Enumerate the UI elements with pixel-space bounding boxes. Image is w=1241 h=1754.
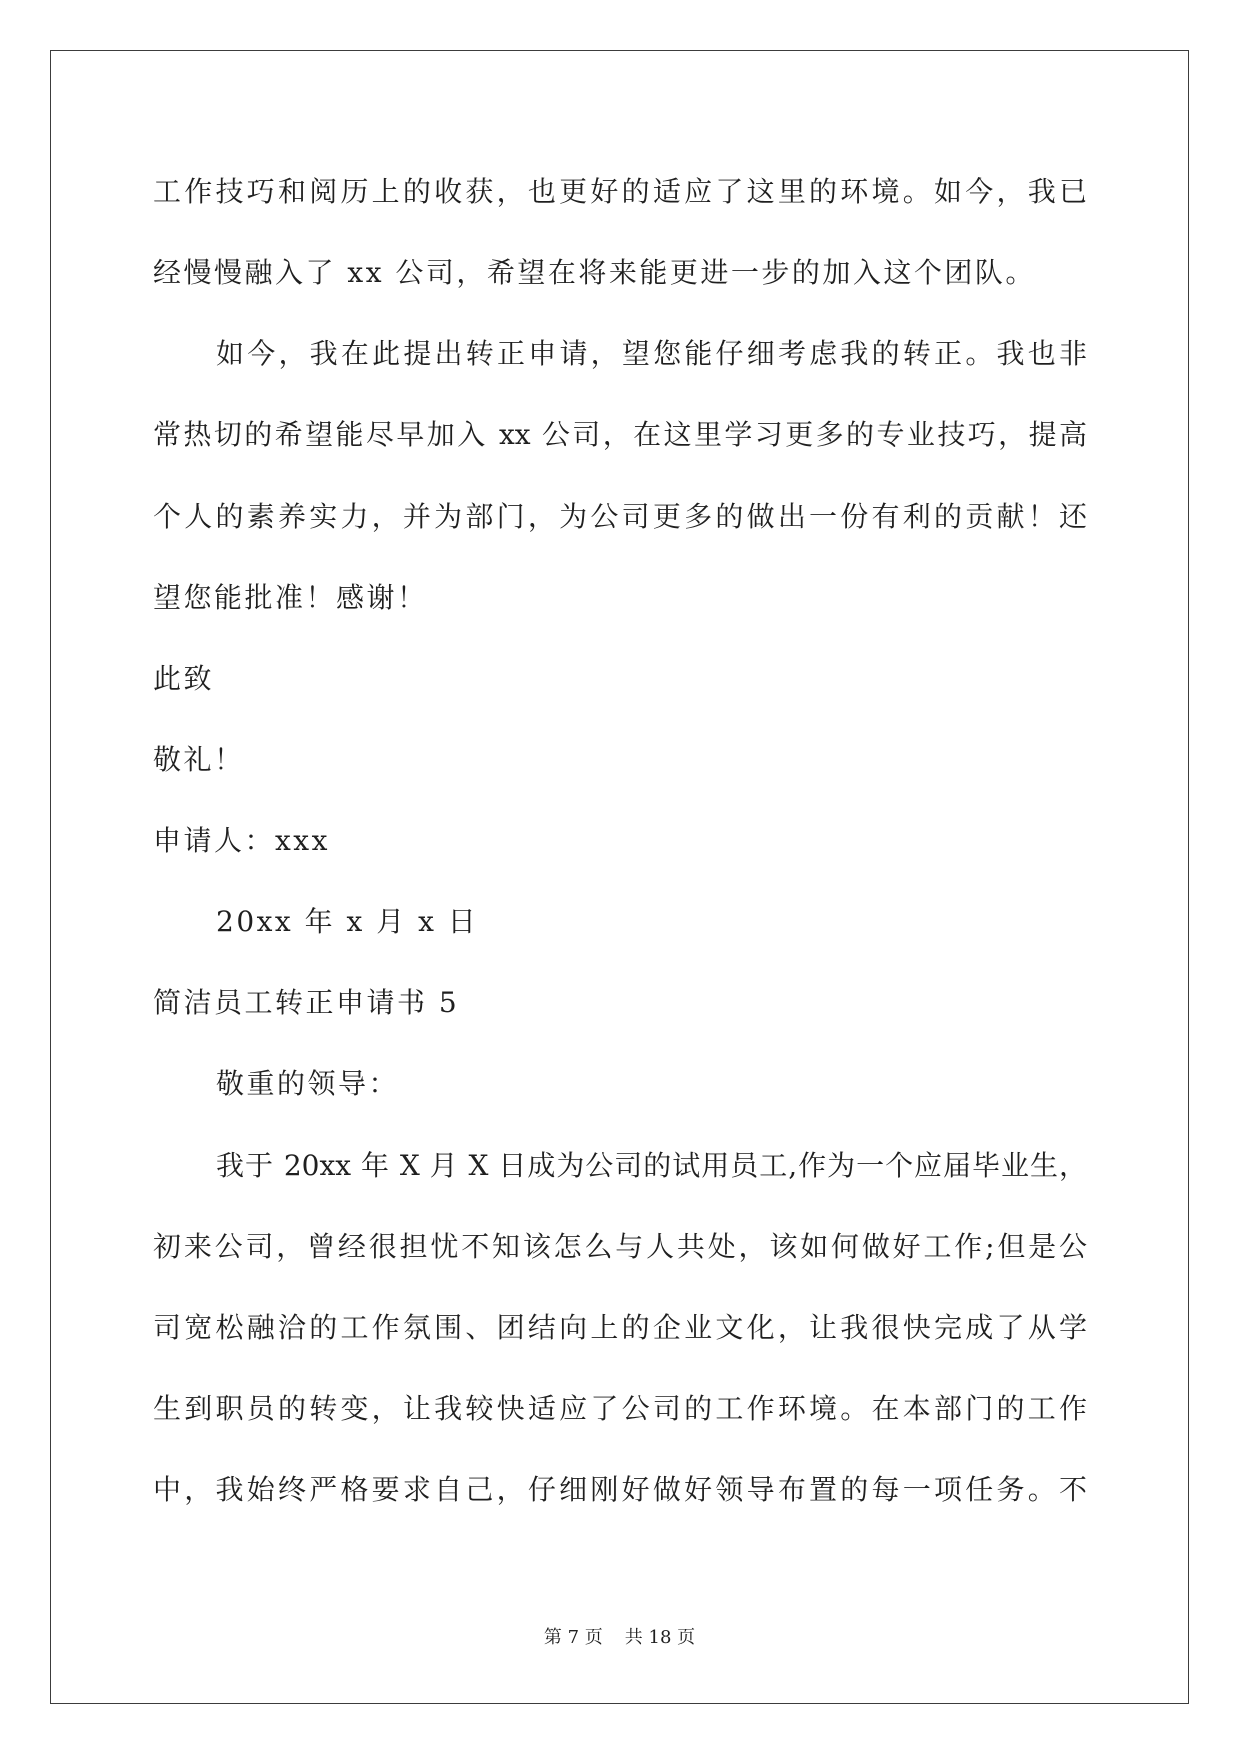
request-paragraph bbox=[153, 313, 1087, 638]
section-title: 简洁员工转正申请书 5 bbox=[153, 986, 460, 1020]
text-line: 生到职员的转变，让我较快适应了公司的工作环境。在本部门的工作 bbox=[153, 1391, 1087, 1425]
text-line: 司宽松融洽的工作氛围、团结向上的企业文化，让我很快完成了从学 bbox=[153, 1310, 1087, 1344]
text-line: 工作技巧和阅历上的收获，也更好的适应了这里的环境。如今，我已 bbox=[153, 175, 1087, 208]
date-line: 20xx 年 x 月 x 日 bbox=[216, 905, 479, 939]
text-line: 常热切的希望能尽早加入 xx 公司，在这里学习更多的专业技巧，提高 bbox=[153, 418, 1087, 452]
text-line: 望您能批准！感谢！ bbox=[153, 580, 428, 614]
text-line: 初来公司，曾经很担忧不知该怎么与人共处，该如何做好工作;但是公 bbox=[153, 1229, 1087, 1263]
closing-phrase: 此致 bbox=[153, 661, 215, 695]
page-total: 共 18 页 bbox=[624, 1627, 696, 1648]
page-footer bbox=[50, 1626, 1189, 1650]
intro-paragraph bbox=[153, 1125, 1087, 1531]
body-text bbox=[153, 151, 1087, 1530]
salutation: 敬礼！ bbox=[153, 742, 245, 776]
page-number: 第 7 页 bbox=[543, 1627, 603, 1648]
text-line: 如今，我在此提出转正申请，望您能仔细考虑我的转正。我也非 bbox=[216, 337, 1087, 371]
text-line: 经慢慢融入了 xx 公司，希望在将来能更进一步的加入这个团队。 bbox=[153, 256, 1036, 290]
greeting: 敬重的领导： bbox=[216, 1067, 400, 1101]
text-line: 中，我始终严格要求自己，仔细刚好做好领导布置的每一项任务。不 bbox=[153, 1473, 1087, 1506]
applicant-signature: 申请人：xxx bbox=[153, 824, 330, 857]
continued-paragraph bbox=[153, 151, 1087, 313]
text-line: 个人的素养实力，并为部门，为公司更多的做出一份有利的贡献！还 bbox=[153, 499, 1087, 533]
text-line: 我于 20xx 年 X 月 X 日成为公司的试用员工,作为一个应届毕业生， bbox=[216, 1148, 1087, 1182]
